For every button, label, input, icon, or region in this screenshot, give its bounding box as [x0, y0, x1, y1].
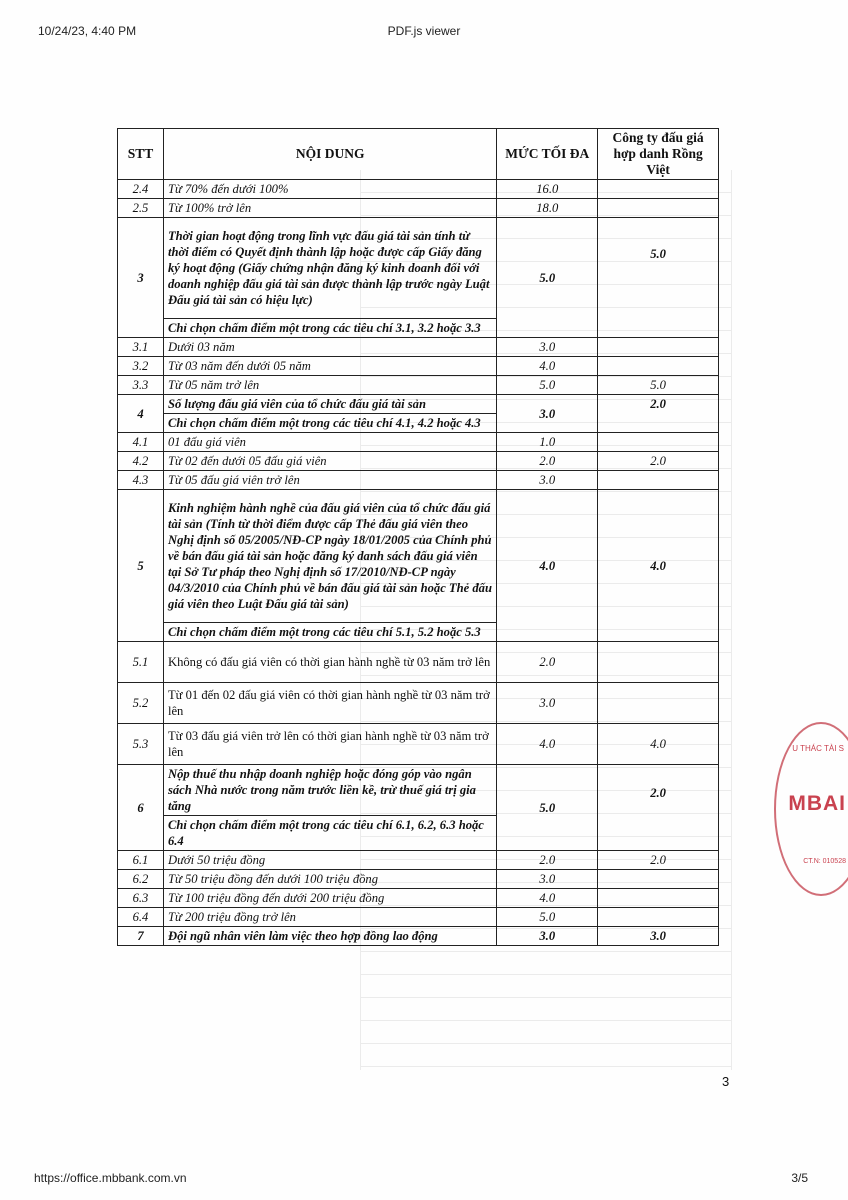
header-max: MỨC TỐI ĐA — [497, 129, 598, 180]
row-content: Từ 70% đến dưới 100% — [163, 180, 496, 199]
table-row — [118, 851, 719, 870]
print-title: PDF.js viewer — [387, 24, 461, 38]
row-max: 2.0 — [497, 452, 598, 471]
row-max: 4.0 — [497, 889, 598, 908]
table-row — [118, 218, 719, 319]
stamp-name-text: MBAI — [788, 792, 846, 815]
row-content: Từ 05 đấu giá viên trở lên — [163, 471, 496, 490]
header-score: Công ty đấu giá hợp danh Rồng Việt — [598, 129, 719, 180]
row-score — [598, 471, 719, 490]
table-row — [118, 642, 719, 683]
row-max: 3.0 — [497, 471, 598, 490]
table-row — [118, 724, 719, 765]
row-sub-content: Chỉ chọn chấm điểm một trong các tiêu chí 6.1, 6.2, 6.3 hoặc 6.4 — [163, 816, 496, 851]
footer-page-count: 3/5 — [791, 1171, 808, 1185]
row-content: Từ 03 đấu giá viên trở lên có thời gian hành nghề từ 03 năm trở lên — [163, 724, 496, 765]
row-score — [598, 908, 719, 927]
row-content: 01 đấu giá viên — [163, 433, 496, 452]
table-row — [118, 395, 719, 414]
header-stt: STT — [118, 129, 164, 180]
row-content: Từ 01 đến 02 đấu giá viên có thời gian hành nghề từ 03 năm trở lên — [163, 683, 496, 724]
row-stt: 4.3 — [118, 471, 164, 490]
row-stt: 6.3 — [118, 889, 164, 908]
row-max: 4.0 — [497, 357, 598, 376]
row-content: Từ 05 năm trở lên — [163, 376, 496, 395]
row-content: Đội ngũ nhân viên làm việc theo hợp đồng lao động — [163, 927, 496, 946]
row-max: 5.0 — [497, 376, 598, 395]
row-content: Từ 50 triệu đồng đến dưới 100 triệu đồng — [163, 870, 496, 889]
row-max: 2.0 — [497, 642, 598, 683]
row-score: 2.0 — [598, 395, 719, 433]
row-content: Từ 100% trở lên — [163, 199, 496, 218]
table-header-row — [118, 129, 719, 180]
print-datetime: 10/24/23, 4:40 PM — [38, 24, 137, 38]
row-max: 18.0 — [497, 199, 598, 218]
stamp-arc-text: U THÁC TÀI S — [792, 744, 844, 753]
row-score — [598, 642, 719, 683]
row-content: Từ 100 triệu đồng đến dưới 200 triệu đồng — [163, 889, 496, 908]
row-stt: 4 — [118, 395, 164, 433]
page-number: 3 — [722, 1074, 730, 1089]
row-stt: 4.1 — [118, 433, 164, 452]
row-max: 3.0 — [497, 870, 598, 889]
row-score — [598, 338, 719, 357]
table-row — [118, 376, 719, 395]
row-score — [598, 199, 719, 218]
scoring-table — [117, 128, 719, 946]
table-row — [118, 889, 719, 908]
row-score — [598, 870, 719, 889]
table-row — [118, 683, 719, 724]
row-stt: 4.2 — [118, 452, 164, 471]
row-max: 5.0 — [497, 908, 598, 927]
row-score: 2.0 — [598, 851, 719, 870]
row-content: Từ 02 đến dưới 05 đấu giá viên — [163, 452, 496, 471]
row-stt: 2.4 — [118, 180, 164, 199]
row-content: Dưới 50 triệu đồng — [163, 851, 496, 870]
row-score — [598, 180, 719, 199]
row-score: 4.0 — [598, 490, 719, 642]
table-row — [118, 180, 719, 199]
row-score — [598, 889, 719, 908]
header-content: NỘI DUNG — [163, 129, 496, 180]
row-max: 3.0 — [497, 927, 598, 946]
row-score: 5.0 — [598, 218, 719, 338]
row-content: Thời gian hoạt động trong lĩnh vực đấu giá tài sản tính từ thời điểm có Quyết định thành lập hoặc được cấp Giấy đăng ký hoạt động (Giấy chứng nhận đăng ký kinh doanh đối với doanh nghiệp đấu giá tài sản được thành lập trước ngày Luật Đấu giá tài sản có hiệu lực) — [163, 218, 496, 319]
row-content: Từ 03 năm đến dưới 05 năm — [163, 357, 496, 376]
table-row — [118, 433, 719, 452]
row-content: Dưới 03 năm — [163, 338, 496, 357]
row-stt: 2.5 — [118, 199, 164, 218]
row-stt: 6.1 — [118, 851, 164, 870]
row-max: 16.0 — [497, 180, 598, 199]
row-stt: 5 — [118, 490, 164, 642]
row-max: 3.0 — [497, 338, 598, 357]
row-score — [598, 683, 719, 724]
row-score: 5.0 — [598, 376, 719, 395]
footer-url: https://office.mbbank.com.vn — [34, 1171, 187, 1185]
row-content: Từ 200 triệu đồng trở lên — [163, 908, 496, 927]
row-content: Số lượng đấu giá viên của tổ chức đấu giá tài sản — [163, 395, 496, 414]
row-stt: 6.4 — [118, 908, 164, 927]
row-score: 4.0 — [598, 724, 719, 765]
row-max: 5.0 — [497, 765, 598, 851]
table-row — [118, 452, 719, 471]
row-stt: 5.1 — [118, 642, 164, 683]
table-row — [118, 199, 719, 218]
row-score: 3.0 — [598, 927, 719, 946]
row-stt: 5.3 — [118, 724, 164, 765]
row-content: Không có đấu giá viên có thời gian hành nghề từ 03 năm trở lên — [163, 642, 496, 683]
table-row — [118, 908, 719, 927]
row-max: 3.0 — [497, 683, 598, 724]
row-stt: 3.3 — [118, 376, 164, 395]
row-stt: 3.1 — [118, 338, 164, 357]
row-score: 2.0 — [598, 765, 719, 851]
row-max: 5.0 — [497, 218, 598, 338]
row-score — [598, 433, 719, 452]
row-sub-content: Chỉ chọn chấm điểm một trong các tiêu chí 4.1, 4.2 hoặc 4.3 — [163, 414, 496, 433]
table-row — [118, 338, 719, 357]
table-row — [118, 870, 719, 889]
table-row — [118, 490, 719, 623]
row-max: 4.0 — [497, 490, 598, 642]
row-max: 1.0 — [497, 433, 598, 452]
row-content: Nộp thuế thu nhập doanh nghiệp hoặc đóng góp vào ngân sách Nhà nước trong năm trước liền kề, trừ thuế giá trị gia tăng — [163, 765, 496, 816]
row-max: 2.0 — [497, 851, 598, 870]
row-max: 3.0 — [497, 395, 598, 433]
row-stt: 6.2 — [118, 870, 164, 889]
row-score — [598, 357, 719, 376]
row-stt: 5.2 — [118, 683, 164, 724]
row-stt: 3 — [118, 218, 164, 338]
row-content: Kinh nghiệm hành nghề của đấu giá viên của tổ chức đấu giá tài sản (Tính từ thời điểm được cấp Thẻ đấu giá viên theo Nghị định số 05/2005/NĐ-CP ngày 18/01/2005 của Chính phủ về bán đấu giá tài sản hoặc đăng ký danh sách đấu giá viên tại Sở Tư pháp theo Nghị định số 17/2010/NĐ-CP ngày 04/3/2010 của Chính phủ về bán đấu giá tài sản hoặc Thẻ đấu giá viên theo Luật Đấu giá tài sản) — [163, 490, 496, 623]
row-sub-content: Chỉ chọn chấm điểm một trong các tiêu chí 5.1, 5.2 hoặc 5.3 — [163, 623, 496, 642]
table-row — [118, 765, 719, 816]
row-stt: 6 — [118, 765, 164, 851]
row-stt: 3.2 — [118, 357, 164, 376]
row-score: 2.0 — [598, 452, 719, 471]
row-max: 4.0 — [497, 724, 598, 765]
table-row — [118, 357, 719, 376]
table-row — [118, 927, 719, 946]
row-stt: 7 — [118, 927, 164, 946]
table-row — [118, 471, 719, 490]
stamp-code-text: CT.N: 010528 — [803, 858, 846, 865]
row-sub-content: Chỉ chọn chấm điểm một trong các tiêu chí 3.1, 3.2 hoặc 3.3 — [163, 319, 496, 338]
